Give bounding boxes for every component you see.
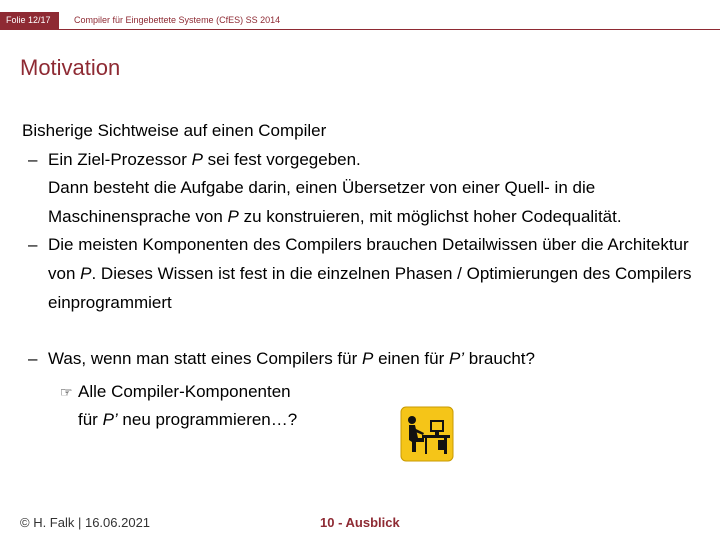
- bullet-1-line2-c: zu konstruieren, mit möglichst hoher Codequalität.: [238, 206, 622, 226]
- bullet-2: [22, 231, 712, 317]
- course-title: Compiler für Eingebettete Systeme (CfES) SS 2014: [74, 15, 281, 25]
- spacer: [22, 317, 712, 345]
- bullet-3-var-p-prime: P’: [448, 349, 465, 369]
- sub-bullet: [22, 378, 712, 435]
- bullet-3-var-p: P: [362, 349, 374, 369]
- bullet-3: [22, 345, 712, 374]
- bullet-3-text-a: Was, wenn man statt eines Compilers für: [48, 349, 362, 369]
- sub-bullet-line2-a: für: [78, 410, 103, 430]
- bullet-1: [22, 146, 712, 232]
- sub-bullet-var: P’: [102, 410, 118, 430]
- pointing-hand-icon: ☞: [60, 383, 73, 400]
- bullet-dash: –: [28, 235, 38, 255]
- slide-number-badge: Folie 12/17: [0, 12, 59, 29]
- bullet-1-line2-a: Dann besteht die Aufgabe darin, einen Übersetzer von einer Quell- in die Maschinensprache von: [48, 178, 596, 226]
- bullet-1-line2-var: P: [227, 206, 239, 226]
- bullet-2-var: P: [80, 263, 92, 283]
- sub-bullet-line1: Alle Compiler-Komponenten: [78, 381, 291, 401]
- slide-body: [22, 117, 712, 435]
- bullet-3-text-c: einen für: [373, 349, 449, 369]
- bullet-dash: –: [28, 149, 38, 169]
- bullet-3-text-e: braucht?: [464, 349, 535, 369]
- slide-title: Motivation: [20, 55, 121, 80]
- section-heading: Bisherige Sichtweise auf einen Compiler: [22, 121, 327, 140]
- footer-section: 10 - Ausblick: [320, 515, 400, 530]
- bullet-1-var: P: [191, 149, 203, 169]
- footer-author-date: © H. Falk | 16.06.2021: [20, 515, 151, 530]
- bullet-2-text-c: . Dieses Wissen ist fest in die einzelnen Phasen / Optimierungen des Compilers einprogrammiert: [48, 263, 692, 312]
- bullet-2-text-a: Die meisten Komponenten des Compilers brauchen Detailwissen über die Architektur von: [48, 235, 689, 283]
- bullet-1-text-c: sei fest vorgegeben.: [202, 149, 361, 169]
- sub-bullet-line2-c: neu programmieren…?: [117, 410, 298, 430]
- bullet-1-text-a: Ein Ziel-Prozessor: [48, 149, 192, 169]
- person-at-computer-icon: [400, 406, 454, 462]
- header-divider: [0, 29, 720, 30]
- bullet-dash: –: [28, 349, 38, 369]
